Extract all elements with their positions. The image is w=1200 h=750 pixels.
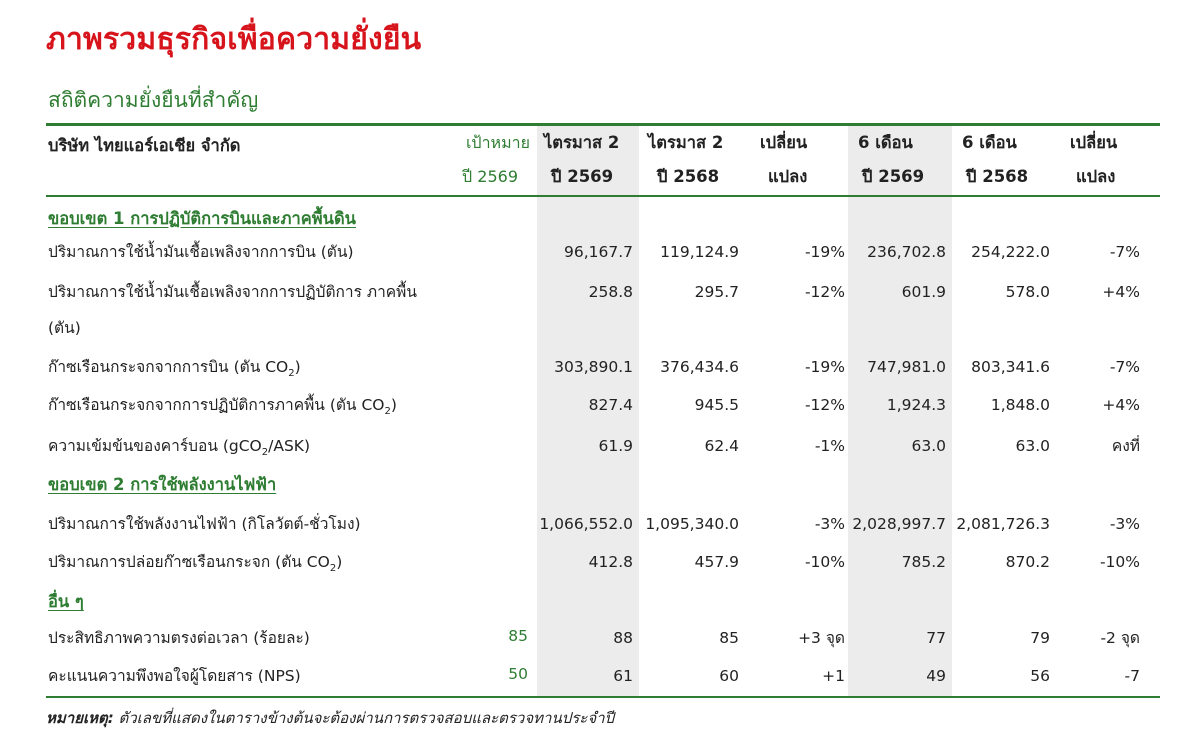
value-change-6m: +4% [1102, 283, 1140, 301]
value-6m-2568: 2,081,726.3 [956, 515, 1050, 533]
value-q2-2568: 1,095,340.0 [645, 515, 739, 533]
row-label: ปริมาณการใช้น้ำมันเชื้อเพลิงจากการบิน (ตัน) [48, 243, 354, 261]
value-6m-2568: 803,341.6 [971, 358, 1050, 376]
header-change-q-line1: เปลี่ยน [760, 133, 808, 152]
value-change-q: +1 [822, 667, 845, 685]
value-change-q: -12% [804, 396, 845, 414]
value-6m-2569: 49 [926, 667, 946, 685]
value-q2-2569: 827.4 [588, 396, 633, 414]
header-change-6m-line2: แปลง [1076, 167, 1116, 186]
footnote-label: หมายเหตุ: [46, 709, 114, 727]
value-6m-2569: 236,702.8 [867, 243, 946, 261]
value-change-6m: -7% [1109, 243, 1140, 261]
value-change-q: +3 จุด [798, 629, 845, 647]
header-6m-2568-line1: 6 เดือน [962, 133, 1017, 152]
header-target-line2: ปี 2569 [462, 167, 518, 186]
value-change-6m: -10% [1099, 553, 1140, 571]
row-label: ปริมาณการใช้น้ำมันเชื้อเพลิงจากการปฏิบัติการ ภาคพื้น (ตัน) [48, 283, 417, 337]
header-6m-2569-line1: 6 เดือน [858, 133, 913, 152]
value-q2-2568: 945.5 [694, 396, 739, 414]
value-change-q: -10% [804, 553, 845, 571]
header-change-q-line2: แปลง [768, 167, 808, 186]
value-q2-2569: 61.9 [598, 437, 633, 455]
value-q2-2568: 295.7 [694, 283, 739, 301]
value-6m-2569: 601.9 [901, 283, 946, 301]
row-label: ปริมาณการปล่อยก๊าซเรือนกระจก (ตัน $CO_2$) [48, 553, 343, 575]
value-q2-2569: 88 [613, 629, 633, 647]
value-q2-2569: 258.8 [588, 283, 633, 301]
value-6m-2568: 1,848.0 [990, 396, 1050, 414]
header-q2-2569-line2: ปี 2569 [551, 167, 614, 186]
page-subtitle: สถิติความยั่งยืนที่สำคัญ [48, 88, 259, 112]
row-label: ก๊าซเรือนกระจกจากการปฏิบัติการภาคพื้น (ตัน $CO_2$) [48, 396, 397, 418]
value-6m-2569: 63.0 [911, 437, 946, 455]
header-q2-2568-line2: ปี 2568 [657, 167, 720, 186]
company-name: บริษัท ไทยแอร์เอเชีย จำกัด [48, 136, 241, 155]
value-6m-2569: 785.2 [901, 553, 946, 571]
page-title: ภาพรวมธุรกิจเพื่อความยั่งยืน [46, 22, 422, 57]
value-target-2569: 85 [508, 627, 528, 645]
section-other: อื่น ๆ [48, 592, 84, 611]
value-6m-2568: 578.0 [1005, 283, 1050, 301]
value-6m-2568: 870.2 [1005, 553, 1050, 571]
header-target-line1: เป้าหมาย [465, 133, 530, 152]
value-change-q: -3% [814, 515, 845, 533]
value-6m-2569: 2,028,997.7 [852, 515, 946, 533]
value-change-6m: คงที่ [1111, 437, 1140, 455]
value-6m-2568: 254,222.0 [971, 243, 1050, 261]
header-q2-2569-line1: ไตรมาส 2 [544, 133, 620, 152]
header-6m-2569-line2: ปี 2569 [862, 167, 925, 186]
value-change-6m: -7 [1124, 667, 1140, 685]
value-6m-2569: 1,924.3 [886, 396, 946, 414]
value-change-6m: -2 จุด [1100, 629, 1140, 647]
value-6m-2568: 63.0 [1015, 437, 1050, 455]
value-change-6m: -7% [1109, 358, 1140, 376]
value-q2-2569: 303,890.1 [554, 358, 633, 376]
value-q2-2569: 96,167.7 [563, 243, 633, 261]
value-change-6m: -3% [1109, 515, 1140, 533]
value-change-q: -1% [814, 437, 845, 455]
value-q2-2568: 62.4 [704, 437, 739, 455]
value-6m-2568: 56 [1030, 667, 1050, 685]
value-change-q: -19% [804, 243, 845, 261]
table-header-rule [46, 195, 1160, 197]
value-change-6m: +4% [1102, 396, 1140, 414]
footnote-text: ตัวเลขที่แสดงในตารางข้างต้นจะต้องผ่านการตรวจสอบและตรวจทานประจำปี [113, 709, 615, 727]
row-label: คะแนนความพึงพอใจผู้โดยสาร (NPS) [48, 667, 301, 685]
section-scope-1: ขอบเขต 1 การปฏิบัติการบินและภาคพื้นดิน [48, 209, 356, 228]
value-q2-2568: 119,124.9 [660, 243, 739, 261]
value-q2-2569: 61 [613, 667, 633, 685]
row-label: ปริมาณการใช้พลังงานไฟฟ้า (กิโลวัตต์-ชั่วโมง) [48, 515, 361, 533]
row-label: ก๊าซเรือนกระจกจากการบิน (ตัน $CO_2$) [48, 358, 301, 380]
header-q2-2568-line1: ไตรมาส 2 [648, 133, 724, 152]
value-target-2569: 50 [508, 665, 528, 683]
value-q2-2569: 412.8 [588, 553, 633, 571]
value-q2-2568: 376,434.6 [660, 358, 739, 376]
value-q2-2568: 85 [719, 629, 739, 647]
value-6m-2568: 79 [1030, 629, 1050, 647]
value-q2-2569: 1,066,552.0 [539, 515, 633, 533]
header-change-6m-line1: เปลี่ยน [1070, 133, 1118, 152]
row-label: ความเข้มข้นของคาร์บอน (gCO$_2$/ASK) [48, 437, 311, 459]
value-change-q: -19% [804, 358, 845, 376]
section-scope-2: ขอบเขต 2 การใช้พลังงานไฟฟ้า [48, 475, 277, 494]
value-q2-2568: 457.9 [694, 553, 739, 571]
value-6m-2569: 77 [926, 629, 946, 647]
value-6m-2569: 747,981.0 [867, 358, 946, 376]
table-bottom-rule [46, 696, 1160, 698]
table-top-rule [46, 123, 1160, 126]
row-label: ประสิทธิภาพความตรงต่อเวลา (ร้อยละ) [48, 629, 310, 647]
header-6m-2568-line2: ปี 2568 [966, 167, 1029, 186]
footnote [46, 706, 614, 730]
value-change-q: -12% [804, 283, 845, 301]
value-q2-2568: 60 [719, 667, 739, 685]
